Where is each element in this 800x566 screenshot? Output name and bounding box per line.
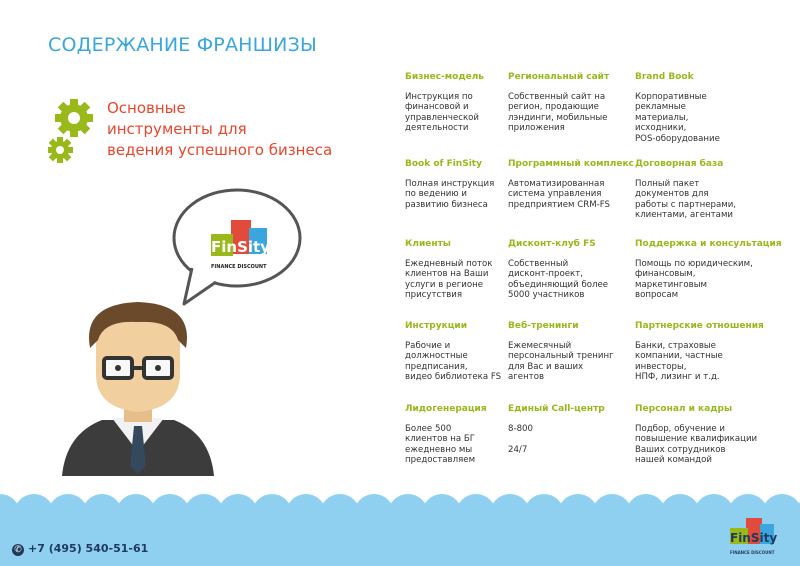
feature-item: [508, 239, 638, 301]
businessman-illustration: [52, 296, 222, 476]
feature-text: Инструкция по финансовой и управленческой деятельности: [405, 92, 480, 134]
footer-finsity-logo: [724, 516, 790, 560]
feature-text: Ежемесячный персональный тренинг для Вас и ваших агентов: [508, 341, 614, 383]
feature-title: Региональный сайт: [508, 72, 610, 82]
feature-item: [635, 239, 782, 301]
feature-title: Инструкции: [405, 321, 468, 331]
feature-title: Дисконт-клуб FS: [508, 239, 596, 249]
feature-text: Полная инструкция по ведению и развитию бизнеса: [405, 179, 495, 210]
gears-icon: [48, 98, 98, 164]
feature-title: Партнерские отношения: [635, 321, 764, 331]
finsity-logo: [205, 218, 285, 278]
feature-item: [508, 404, 638, 455]
feature-item: [635, 404, 765, 466]
feature-title: Клиенты: [405, 239, 451, 249]
feature-title: Book of FinSity: [405, 159, 482, 169]
feature-item: [508, 159, 638, 210]
svg-text:FinSity: FinSity: [730, 531, 778, 545]
feature-text: Собственный дисконт-проект, объединяющий более 5000 участников: [508, 259, 609, 301]
feature-item: [635, 72, 765, 144]
feature-title: Веб-тренинги: [508, 321, 579, 331]
feature-text: Ежедневный поток клиентов на Ваши услуги в регионе присутствия: [405, 259, 493, 301]
feature-text: Корпоративные рекламные материалы, исходники, POS-оборудование: [635, 92, 720, 144]
svg-text:FINANCE DISCOUNT: FINANCE DISCOUNT: [730, 550, 775, 555]
feature-text: Банки, страховые компании, частные инвесторы, НПФ, лизинг и т.д.: [635, 341, 723, 383]
feature-text: Полный пакет документов для работы с партнерами, клиентами, агентами: [635, 179, 737, 221]
feature-item: [508, 321, 638, 383]
phone-number[interactable]: +7 (495) 540-51-61: [28, 542, 149, 555]
svg-text:FINANCE DISCOUNT: FINANCE DISCOUNT: [211, 264, 267, 270]
feature-title: Лидогенерация: [405, 404, 487, 414]
feature-text: Автоматизированная система управления предприятием CRM-FS: [508, 179, 610, 210]
feature-text: Помощь по юридическим, финансовым, маркетинговым вопросам: [635, 259, 753, 301]
feature-title: Программный комплекс: [508, 159, 634, 169]
feature-item: [508, 72, 638, 134]
phone-icon: ✆: [12, 544, 24, 556]
footer-phone[interactable]: [12, 542, 148, 556]
feature-text: Более 500 клиентов на БГ ежедневно мы предоставляем: [405, 424, 476, 466]
feature-title: Поддержка и консультация: [635, 239, 782, 249]
feature-title: Единый Call-центр: [508, 404, 605, 414]
intro-text: Основные инструменты для ведения успешного бизнеса: [107, 99, 333, 159]
feature-item: [635, 321, 765, 383]
feature-title: Бизнес-модель: [405, 72, 484, 82]
feature-text: Собственный сайт на регион, продающие лэндинги, мобильные приложения: [508, 92, 608, 134]
feature-item: [635, 159, 765, 221]
feature-text: Подбор, обучение и повышение квалификации Ваших сотрудников нашей командой: [635, 424, 758, 466]
page-title: СОДЕРЖАНИЕ ФРАНШИЗЫ: [48, 34, 317, 56]
feature-text: 8-800 24/7: [508, 424, 533, 455]
feature-title: Договорная база: [635, 159, 724, 169]
feature-text: Рабочие и должностные предписания, видео библиотека FS: [405, 341, 502, 383]
feature-title: Персонал и кадры: [635, 404, 733, 414]
feature-title: Brand Book: [635, 72, 694, 82]
svg-text:FinSity: FinSity: [211, 238, 270, 256]
